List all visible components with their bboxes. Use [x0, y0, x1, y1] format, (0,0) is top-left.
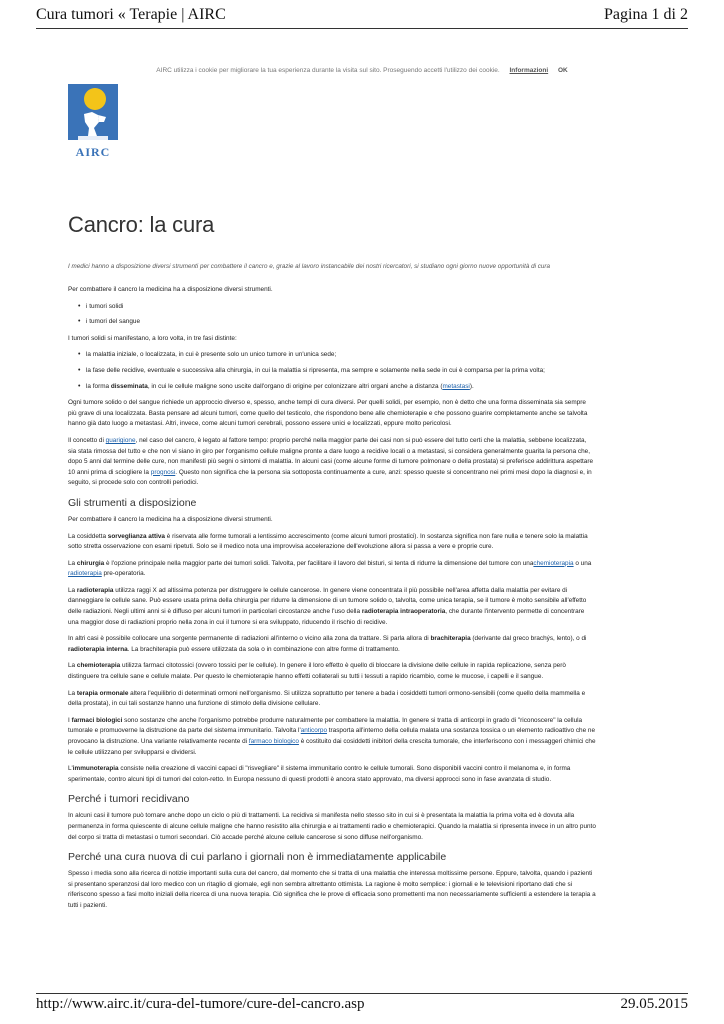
- section-heading: Perché una cura nuova di cui parlano i giornali non è immediatamente applicabile: [68, 851, 447, 864]
- article-lead: I medici hanno a disposizione diversi strumenti per combattere il cancro e, grazie al lavoro instancabile dei nostri ricercatori, si studiano ogni giorno nuove opportunità di cura: [68, 263, 550, 270]
- airc-logo-icon: [68, 84, 118, 160]
- article: [68, 212, 596, 918]
- cookie-text: AIRC utilizza i cookie per migliorare la tua esperienza durante la visita sul sito. Proseguendo accetti l'utilizzo dei cookie.: [156, 67, 500, 74]
- metastasi-link[interactable]: metastasi: [442, 382, 470, 390]
- chemioterapia-link[interactable]: chemioterapia: [533, 559, 574, 567]
- paragraph: Ogni tumore solido o del sangue richiede un approccio diverso e, spesso, anche tempi di cura diversi. Per quelli solidi, per esempio, non è detto che una forma disseminata sia sempre più grave di una localizzata. Basta pensare ad alcuni tumori, come quello del testicolo, che rispondono bene alle chemioterapie e che possono guarire completamente anche se talvolta hanno già dato luogo a metastasi. Altri, invece, come alcuni tumori cerebrali, possono essere unici e localizzati, eppure molto pericolosi.: [68, 399, 588, 428]
- paragraph: In alcuni casi il tumore può tornare anche dopo un ciclo o più di trattamenti. La recidiva si manifesta nello stesso sito in cui si è presentata la malattia la prima volta ed è dovuta alla permanenza in forma quiescente di alcune cellule maligne che hanno resistito alla chirurgia e ai trattamenti radio e chemioterapici. Quando la malattia si ripresenta invece in un altro punto del corpo si tratta di metastasi o tumori secondari. Ciò accade perché alcune cellule cancerose si sono diffuse nell'organismo.: [68, 812, 596, 841]
- guarigione-link[interactable]: guarigione: [105, 436, 136, 444]
- paragraph: Per combattere il cancro la medicina ha a disposizione diversi strumenti.: [68, 515, 273, 523]
- paragraph: La terapia ormonale altera l'equilibrio di determinati ormoni nell'organismo. Si utilizza soprattutto per tenere a bada i cosiddetti tumori ormono-sensibili (come quello della mammella e della prostata), in cui tali sostanze hanno una funzione di stimolo della divisione cellulare.: [68, 689, 586, 708]
- cookie-ok-button[interactable]: OK: [557, 67, 568, 74]
- section-heading: Gli strumenti a disposizione: [68, 496, 197, 509]
- header-page-number: Pagina 1 di 2: [604, 6, 688, 23]
- paragraph: In altri casi è possibile collocare una sorgente permanente di radiazioni all'interno o vicino alla zona da trattare. Si parla allora di brachiterapia (derivante dal greco brachýs, lento), o di radioterapia interna. La brachiterapia può essere utilizzata da sola o in combinazione con altre forme di trattamento.: [68, 635, 587, 653]
- paragraph: I farmaci biologici sono sostanze che anche l'organismo potrebbe produrre naturalmente per combattere la malattia. In genere si tratta di anticorpi in grado di "riconoscere" la cellula tumorale e promuoverne la distruzione da parte del sistema immunitario. Talvolta l'anticorpo trasporta all'interno della cellula malata una sostanza tossica o un elemento radioattivo che ne provocano la distruzione. Una variante relativamente recente di farmaco biologico è costituito dai cosiddetti inibitori della crescita tumorale, che interferiscono con i messaggeri chimici che le cellule utilizzano per svilupparsi e dividersi.: [68, 716, 596, 756]
- airc-logo[interactable]: [68, 84, 118, 160]
- farmaco-biologico-link[interactable]: farmaco biologico: [248, 738, 299, 745]
- footer-date: 29.05.2015: [620, 996, 688, 1012]
- radioterapia-link[interactable]: radioterapia: [68, 570, 102, 578]
- list-item: • i tumori del sangue: [78, 317, 596, 328]
- header-divider: [36, 28, 688, 29]
- intro-paragraph: Per combattere il cancro la medicina ha a disposizione diversi strumenti.: [68, 286, 273, 293]
- anticorpo-link[interactable]: anticorpo: [300, 727, 327, 735]
- footer-divider: [36, 993, 688, 994]
- cookie-banner: [0, 67, 724, 74]
- print-footer: [36, 996, 688, 1016]
- cookie-info-link[interactable]: Informazioni: [509, 67, 549, 74]
- header-title: Cura tumori « Terapie | AIRC: [36, 6, 226, 23]
- paragraph: L'immunoterapia consiste nella creazione di vaccini capaci di "risvegliare" il sistema immunitario contro le cellule tumorali. Sono disponibili vaccini contro il melanoma e, in forma sperimentale, contro alcuni tipi di tumori del colon-retto. In Europa nessuno di questi prodotti è ancora stato approvato, ma diversi approcci sono in fase avanzata di studio.: [68, 765, 571, 783]
- list-item: • la forma disseminata, in cui le cellule maligne sono uscite dall'organo di origine per colonizzare altri organi anche a distanza (metastasi).: [78, 382, 596, 393]
- tumor-types-list: [68, 302, 596, 328]
- page-title: Cancro: la cura: [68, 212, 215, 237]
- paragraph: La chemioterapia utilizza farmaci citotossici (ovvero tossici per le cellule). In genere il loro effetto è quello di bloccare la divisione delle cellule in rapida replicazione, senza però distinguere tra cellule sane e cellule malate. Per questo le chemioterapie hanno effetti collaterali su tutti i tessuti a rapido ricambio, come le mucose, i capelli e il sangue.: [68, 662, 566, 681]
- paragraph: Il concetto di guarigione, nel caso del cancro, è legato al fattore tempo: proprio perché nella maggior parte dei casi non si può essere del tutto certi che la malattia, sebbene localizzata, sia stata rimossa del tutto e che non vi siano in giro per l'organismo cellule maligne pronte a dare luogo a recidive locali o a metastasi, si considera generalmente guarita la persona che, dopo 5 anni dal termine delle cure, non manifesti più segni o sintomi di malattia. In alcuni casi (come alcune forme di tumore polmonare o della prostata) si preferisce addirittura aspettare 10 anni prima di sciogliere la prognosi. Questo non significa che la persona sia sottoposta continuamente a cure, anzi: spesso queste si concentrano nei primi mesi dopo la diagnosi e, in seguito, si procede solo con controlli periodici.: [68, 436, 594, 487]
- paragraph: La radioterapia utilizza raggi X ad altissima potenza per distruggere le cellule cancerose. In genere viene concentrata il più possibile nell'area affetta dalla malattia per evitare di danneggiare le cellule sane. Può essere usata prima della chirurgia per ridurre la dimensione di un tumore solido o, talvolta, come unica terapia, se il tumore è molto sensibile all'effetto delle radiazioni. Negli ultimi anni si è diffuso per alcuni tumori in particolari circostanze anche l'uso della radioterapia intraoperatoria, che durante l'intervento permette di concentrare una maggior dose di radiazioni proprio nella zona in cui il tumore si era sviluppato, riducendo il rischio di recidive.: [68, 586, 587, 626]
- prognosi-link[interactable]: prognosi: [150, 468, 176, 476]
- section-heading: Perché i tumori recidivano: [68, 793, 190, 806]
- paragraph: La cosiddetta sorveglianza attiva è riservata alle forme tumorali a lentissimo accrescimento (come alcuni tumori prostatici). In sostanza significa non fare nulla e tenere solo la malattia sotto stretta osservazione con esami ripetuti. Solo se il medico nota una improvvisa accelerazione dell'evoluzione allora si passa a vere e proprie cure.: [68, 532, 588, 551]
- list-item: • la malattia iniziale, o localizzata, in cui è presente solo un unico tumore in un'unica sede;: [78, 350, 596, 361]
- logo-wordmark: AIRC: [75, 145, 111, 159]
- phases-intro: I tumori solidi si manifestano, a loro volta, in tre fasi distinte:: [68, 334, 237, 342]
- paragraph: La chirurgia è l'opzione principale nella maggior parte dei tumori solidi. Talvolta, per facilitare il lavoro del bisturi, si tenta di ridurre la dimensione del tumore con unachemioterapia o una radioterapia pre-operatoria.: [68, 559, 592, 578]
- phases-list: [68, 350, 596, 392]
- footer-url: http://www.airc.it/cura-del-tumore/cure-del-cancro.asp: [36, 996, 365, 1012]
- list-item: • i tumori solidi: [78, 302, 596, 313]
- list-item: • la fase delle recidive, eventuale e successiva alla chirurgia, in cui la malattia si ripresenta, ma sempre e solamente nella sede in cui è comparsa per la prima volta;: [78, 366, 596, 377]
- paragraph: Spesso i media sono alla ricerca di notizie importanti sulla cura del cancro, dal momento che si tratta di una malattia che interessa moltissime persone. Eppure, talvolta, quando i pazienti si presentano speranzosi dal loro medico con un ritaglio di giornale, egli non sembra altrettanto ottimista. La ragione è molto semplice: i giornali e le televisioni riportano dati che si riferiscono spesso a fasi molto iniziali della ricerca di una nuova terapia. Ciò significa che le prove di efficacia sono promettenti ma non necessariamente sufficienti a estendere la terapia a tutti i pazienti.: [68, 870, 596, 909]
